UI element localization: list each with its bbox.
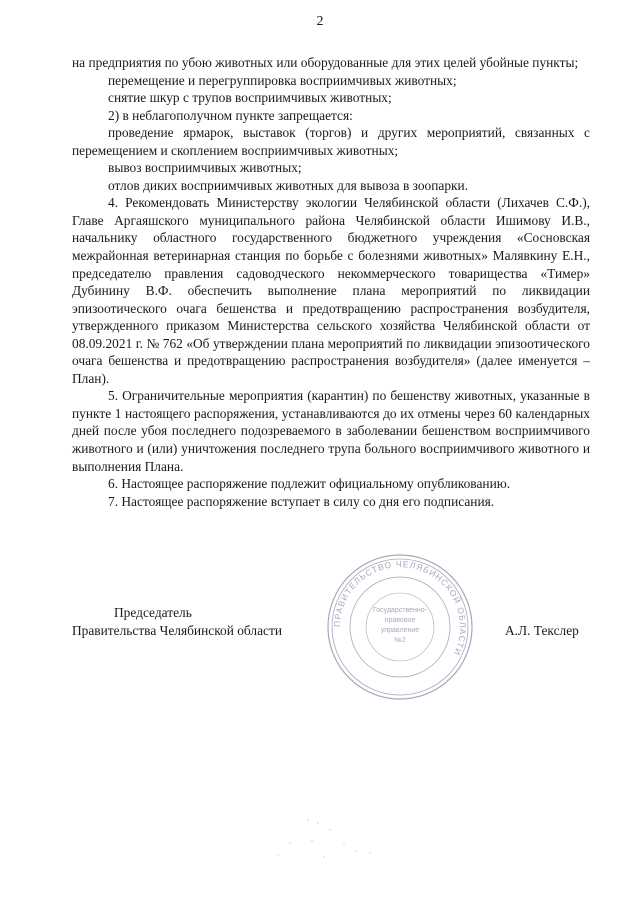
- paragraph: 6. Настоящее распоряжение подлежит официальному опубликованию.: [108, 476, 511, 492]
- scan-noise: [260, 815, 390, 865]
- paragraph: 2) в неблагополучном пункте запрещается:: [108, 107, 353, 123]
- signature-name: А.Л. Текслер: [505, 623, 579, 638]
- paragraph: на предприятия по убою животных или оборудованные для этих целей убойные пункты;: [72, 55, 579, 70]
- paragraph: снятие шкур с трупов восприимчивых животных;: [108, 90, 392, 106]
- paragraph: перемещение и перегруппировка восприимчивых животных;: [108, 72, 457, 88]
- paragraph: 7. Настоящее распоряжение вступает в силу со дня его подписания.: [108, 493, 495, 509]
- paragraph: 5. Ограничительные мероприятия (карантин) по бешенству животных, указанные в пункте 1 настоящего распоряжения, устанавливаются до их отмены через 60 календарных дней после убоя последнего подозреваемого в заболевании бешенством восприимчивого животного и (или) уничтожения последнего трупа больного восприимчивого животного и выполнения Плана.: [72, 388, 590, 474]
- seal-inner-line: №2: [394, 637, 406, 644]
- signature-title-line1: Председатель: [114, 605, 192, 620]
- page-number: 2: [316, 14, 324, 29]
- paragraph: 4. Рекомендовать Министерству экологии Челябинской области (Лихачев С.Ф.), Главе Аргаяшского муниципального района Челябинской области Ишимову И.В., начальнику областного государственного бюджетного учреждения «Сосновская межрайонная ветеринарная станция по борьбе с болезнями животных» Малявкину Е.Н., председателю правления садоводческого некоммерческого товарищества «Тимер» Дубинину В.Ф. обеспечить выполнение плана мероприятий по ликвидации эпизоотического очага бешенства и предотвращению распространения возбудителя, утвержденного приказом Министерства сельского хозяйства Челябинской области от 08.09.2021 г. № 762 «Об утверждении плана мероприятий по ликвидации эпизоотического очага бешенства и предотвращению распространения возбудителя» (далее именуется – План).: [72, 195, 590, 386]
- paragraph: вывоз восприимчивых животных;: [108, 160, 302, 176]
- seal-inner-line: управление: [380, 627, 420, 634]
- seal-inner-line: правовое: [384, 617, 416, 624]
- paragraph: проведение ярмарок, выставок (торгов) и других мероприятий, связанных с перемещением и скоплением восприимчивых животных;: [72, 125, 590, 158]
- document-body: [72, 54, 590, 510]
- signature-title: [72, 604, 332, 640]
- seal-ring-text: ПРАВИТЕЛЬСТВО ЧЕЛЯБИНСКОЙ ОБЛАСТИ: [331, 558, 469, 658]
- signature-title-line2: Правительства Челябинской области: [72, 623, 282, 638]
- official-seal-stamp: [325, 552, 475, 702]
- seal-inner-line: Государственно-: [372, 607, 428, 614]
- paragraph: отлов диких восприимчивых животных для вывоза в зоопарки.: [108, 177, 469, 193]
